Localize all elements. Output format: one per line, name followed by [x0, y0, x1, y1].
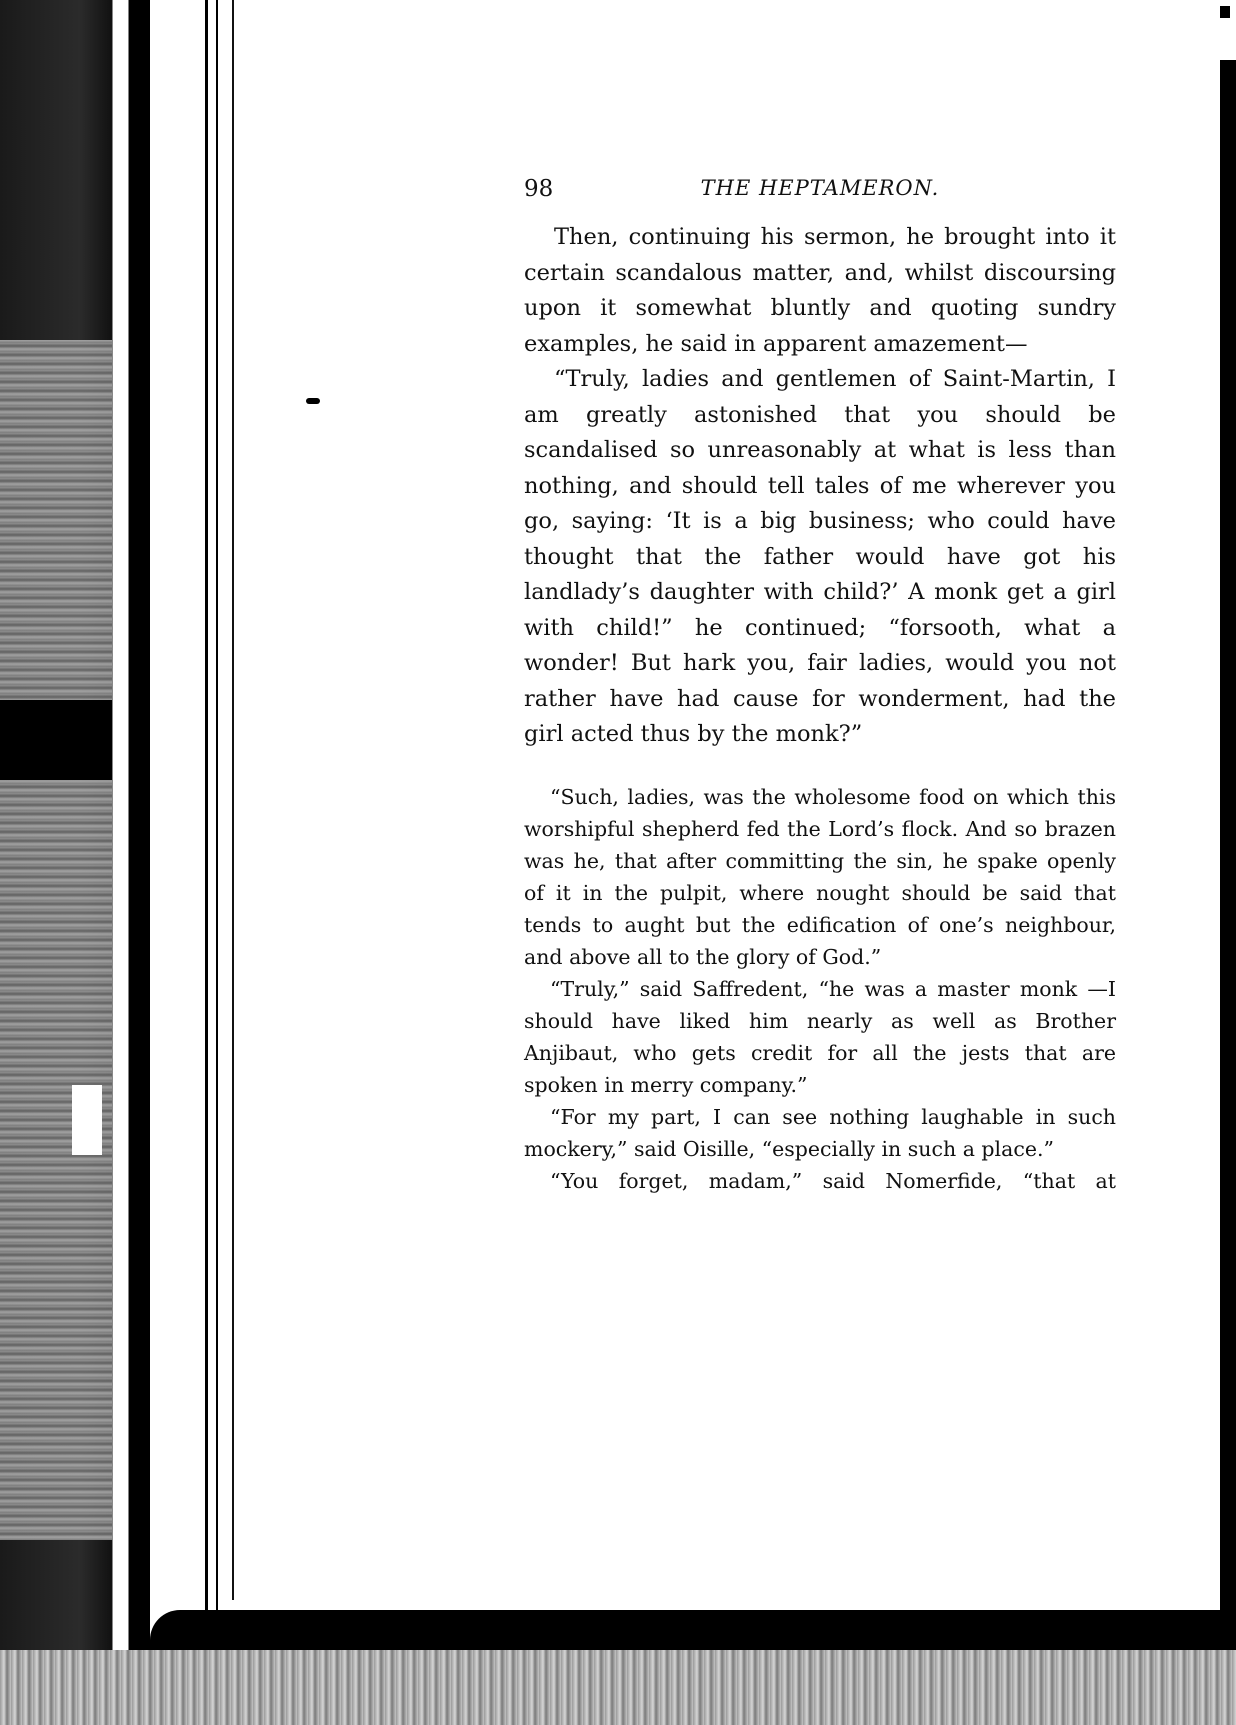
- discussion-text: [524, 781, 1116, 1197]
- story-paragraph: “Truly, ladies and gentlemen of Saint-Martin, I am greatly astonished that you should be scandalised so unreasonably at what is less than nothing, and should tell tales of me wherever you go, saying: ‘It is a big business; who could have thought that the father would have got his landlady’s daughter with child?’ A monk get a girl with child!” he continued; “forsooth, what a wonder! But hark you, fair ladies, would you not rather have had cause for wonderment, had the girl acted thus by the monk?”: [524, 366, 1116, 747]
- bottom-scan-edge: [150, 1610, 1236, 1650]
- discussion-paragraph: “You forget, madam,” said Nomerfide, “that at: [550, 1168, 1116, 1193]
- page-edge-line: [205, 0, 208, 1610]
- right-scan-edge: [1220, 60, 1236, 1620]
- binding-light-notch: [72, 1085, 102, 1155]
- bottom-speckle: [0, 1650, 1236, 1725]
- story-text: [524, 220, 1116, 753]
- running-head: [524, 176, 1116, 210]
- binding-dark-block: [0, 700, 112, 780]
- page-edge-line: [216, 0, 218, 1610]
- scan-mark: [1220, 6, 1230, 18]
- story-paragraph: Then, continuing his sermon, he brought into it certain scandalous matter, and, whilst discoursing upon it somewhat bluntly and quoting sundry examples, he said in apparent amazement—: [524, 224, 1116, 357]
- discussion-paragraph: “For my part, I can see nothing laughable in such mockery,” said Oisille, “especially in such a place.”: [524, 1104, 1116, 1161]
- binding-speckle: [0, 340, 112, 1540]
- discussion-paragraph: “Such, ladies, was the wholesome food on which this worshipful shepherd fed the Lord’s flock. And so brazen was he, that after committing the sin, he spake openly of it in the pulpit, where nought should be said that tends to aught but the edification of one’s neighbour, and above all to the glory of God.”: [524, 784, 1116, 969]
- page-text-block: [524, 176, 1116, 1197]
- running-title: THE HEPTAMERON.: [700, 176, 940, 200]
- page-number: 98: [524, 176, 554, 202]
- page-edge-line: [232, 0, 234, 1600]
- ink-smudge: [306, 398, 320, 404]
- discussion-paragraph: “Truly,” said Saffredent, “he was a master monk —I should have liked him nearly as well as Brother Anjibaut, who gets credit for all the jests that are spoken in merry company.”: [524, 976, 1116, 1097]
